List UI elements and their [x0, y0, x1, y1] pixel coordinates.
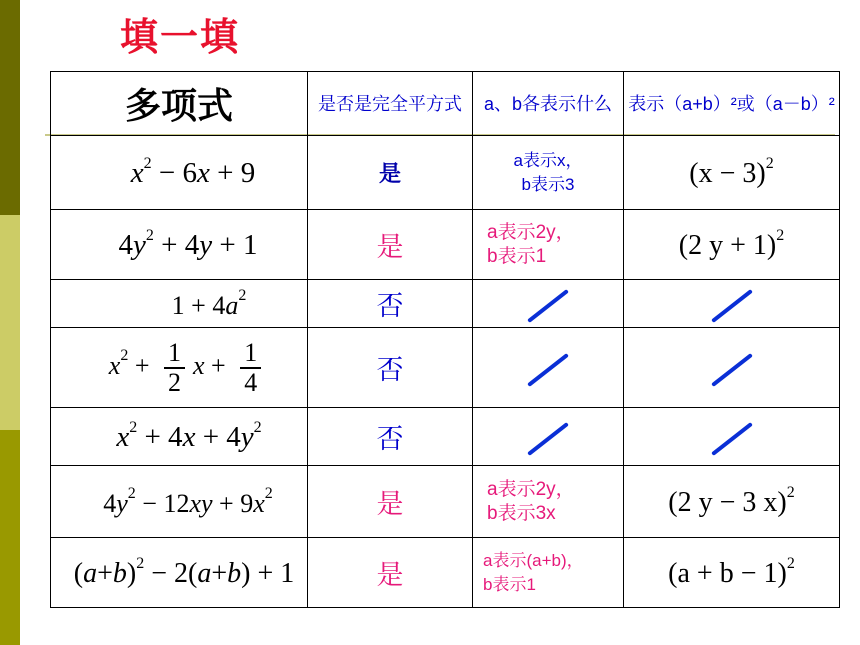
sidebar-strip-bottom [0, 430, 20, 645]
polynomial-expression: $4y^2 + 4y + 1$ [51, 210, 308, 280]
sidebar-strip-middle [0, 215, 20, 430]
table-row [51, 466, 840, 538]
ab-explanation: a表示2y， b表示1 [473, 210, 624, 280]
header-polynomial: 多项式 [51, 72, 308, 136]
perfect-square-answer: 否 [308, 280, 473, 328]
not-applicable-mark [473, 328, 624, 408]
not-applicable-mark [473, 408, 624, 466]
table-row [51, 408, 840, 466]
ab-explanation: a表示2y， b表示3x [473, 466, 624, 538]
perfect-square-answer: 是 [308, 136, 473, 210]
table-row [51, 538, 840, 608]
square-form: (2 y − 3 x)$^2$ [624, 466, 840, 538]
sidebar-strip-top [0, 0, 20, 215]
header-express-as: 表示（a+b）²或（a－b）² [624, 72, 840, 136]
table-row [51, 210, 840, 280]
table-row [51, 328, 840, 408]
ab-explanation: a表示(a+b)， b表示1 [473, 538, 624, 608]
header-is-perfect-square: 是否是完全平方式 [308, 72, 473, 136]
perfect-square-answer: 是 [308, 466, 473, 538]
polynomial-expression: $4y^2 - 12xy + 9x^2$ [51, 466, 308, 538]
square-form: $(x - 3)^2$ [624, 136, 840, 210]
square-form: $(a + b - 1)^2$ [624, 538, 840, 608]
polynomial-expression: $1 + 4a^2$ [51, 280, 308, 328]
perfect-square-answer: 是 [308, 538, 473, 608]
table-row [51, 280, 840, 328]
table-header-row [51, 72, 840, 136]
polynomial-expression: $x^2 - 6x + 9$ [51, 136, 308, 210]
not-applicable-mark [624, 328, 840, 408]
polynomial-table [50, 71, 840, 608]
polynomial-expression: $x^2$ + $\frac{1}{2}$ x + $\frac{1}{4}$ [51, 328, 308, 408]
slide-title: 填一填 [120, 14, 241, 59]
table-row [51, 136, 840, 210]
polynomial-expression: $x^2 + 4x + 4y^2$ [51, 408, 308, 466]
polynomial-expression: $(a+b)^2 - 2(a+b) + 1$ [51, 538, 308, 608]
ab-explanation: a表示x， b表示3 [473, 136, 624, 210]
header-what-ab-represent: a、b各表示什么 [473, 72, 624, 136]
not-applicable-mark [473, 280, 624, 328]
perfect-square-answer: 否 [308, 408, 473, 466]
not-applicable-mark [624, 280, 840, 328]
perfect-square-answer: 否 [308, 328, 473, 408]
square-form: (2 y + 1)$^2$ [624, 210, 840, 280]
perfect-square-answer: 是 [308, 210, 473, 280]
not-applicable-mark [624, 408, 840, 466]
